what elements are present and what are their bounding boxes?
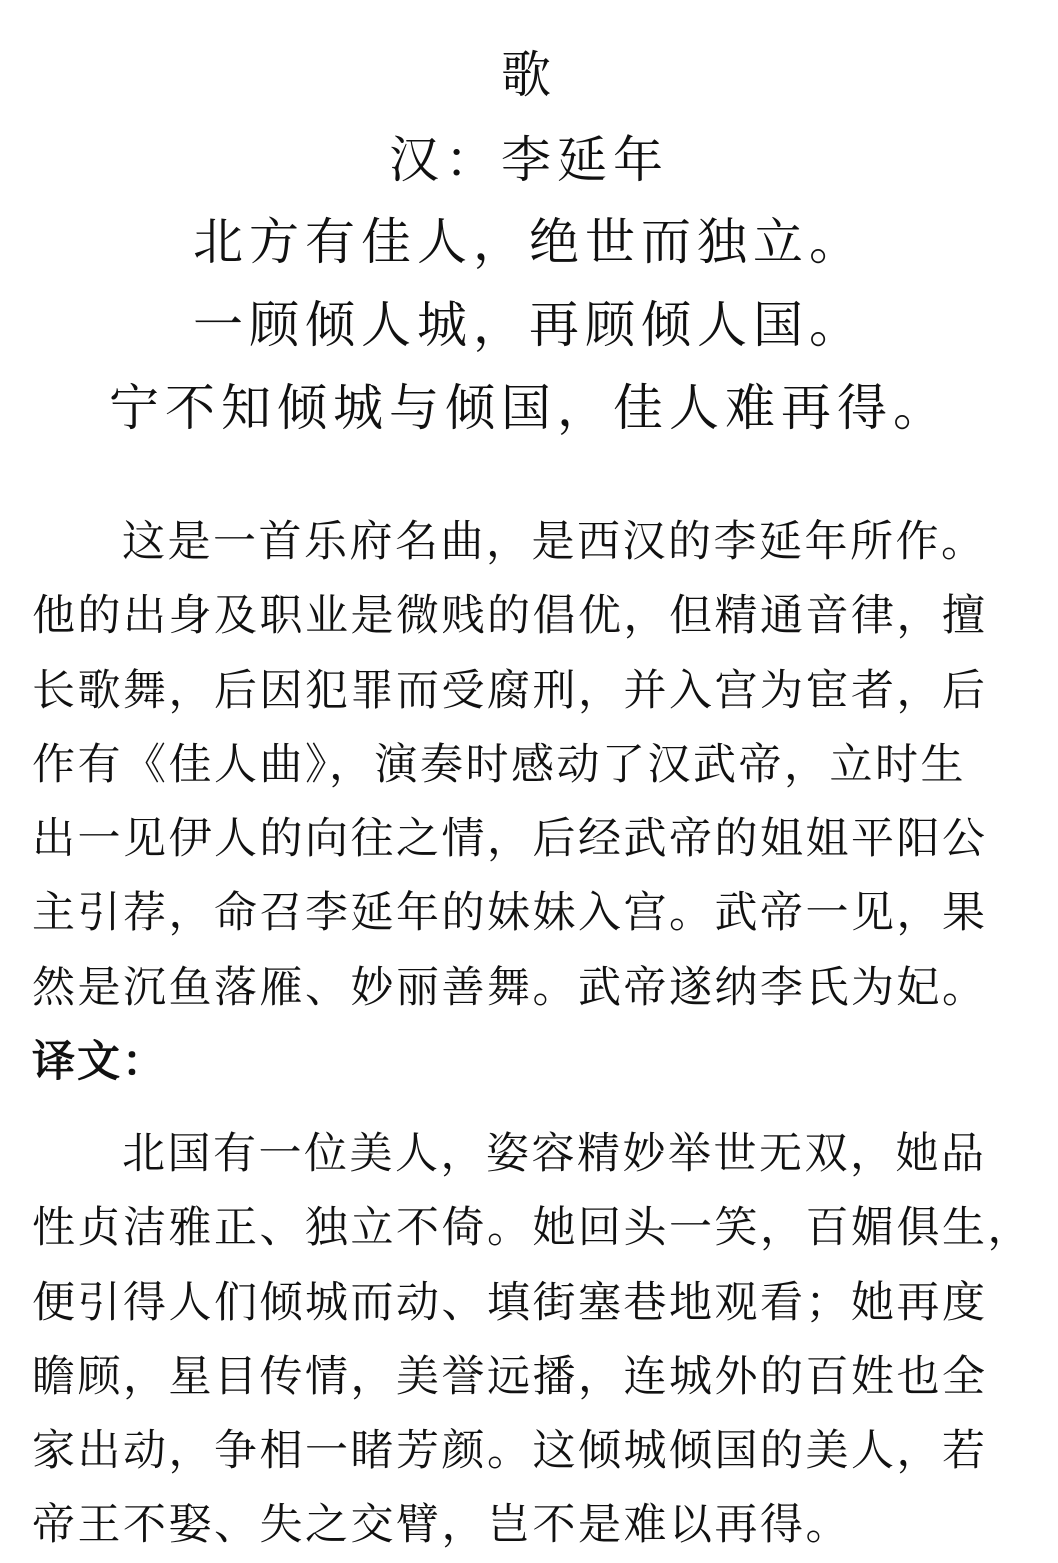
- translation-line: 家出动，争相一睹芳颜。这倾城倾国的美人，若: [32, 1426, 988, 1477]
- poem-title: 歌: [501, 46, 557, 104]
- poem-line: 北方有佳人，绝世而独立。: [193, 213, 865, 271]
- translation-line: 帝王不娶、失之交臂，岂不是难以再得。: [32, 1500, 851, 1551]
- poem-line: 宁不知倾城与倾国，佳人难再得。: [109, 379, 949, 437]
- intro-line: 他的出身及职业是微贱的倡优，但精通音律，擅: [32, 591, 988, 642]
- translation-line: 北国有一位美人，姿容精妙举世无双，她品: [122, 1129, 987, 1179]
- intro-line: 主引荐，命召李延年的妹妹入宫。武帝一见，果: [32, 888, 988, 939]
- translation-line: 性贞洁雅正、独立不倚。她回头一笑，百媚俱生，: [32, 1203, 1033, 1254]
- translation-line: 便引得人们倾城而动、填街塞巷地观看；她再度: [32, 1277, 988, 1328]
- intro-line: 作有《佳人曲》，演奏时感动了汉武帝，立时生: [32, 739, 966, 790]
- intro-paragraph: [32, 505, 1032, 1025]
- poem-line: 一顾倾人城，再顾倾人国。: [193, 296, 865, 354]
- intro-line: 这是一首乐府名曲，是西汉的李延年所作。: [122, 517, 987, 567]
- translation-paragraph: [32, 1117, 1032, 1563]
- translation-heading: 译文：: [32, 1037, 167, 1087]
- intro-line: 然是沉鱼落雁、妙丽善舞。武帝遂纳李氏为妃。: [32, 962, 988, 1013]
- intro-line: 出一见伊人的向往之情，后经武帝的姐姐平阳公: [32, 814, 988, 865]
- intro-line: 长歌舞，后因犯罪而受腐刑，并入宫为宦者，后: [32, 665, 988, 716]
- translation-line: 瞻顾，星目传情，美誉远播，连城外的百姓也全: [32, 1351, 988, 1402]
- poem-author: 汉：李延年: [389, 131, 669, 189]
